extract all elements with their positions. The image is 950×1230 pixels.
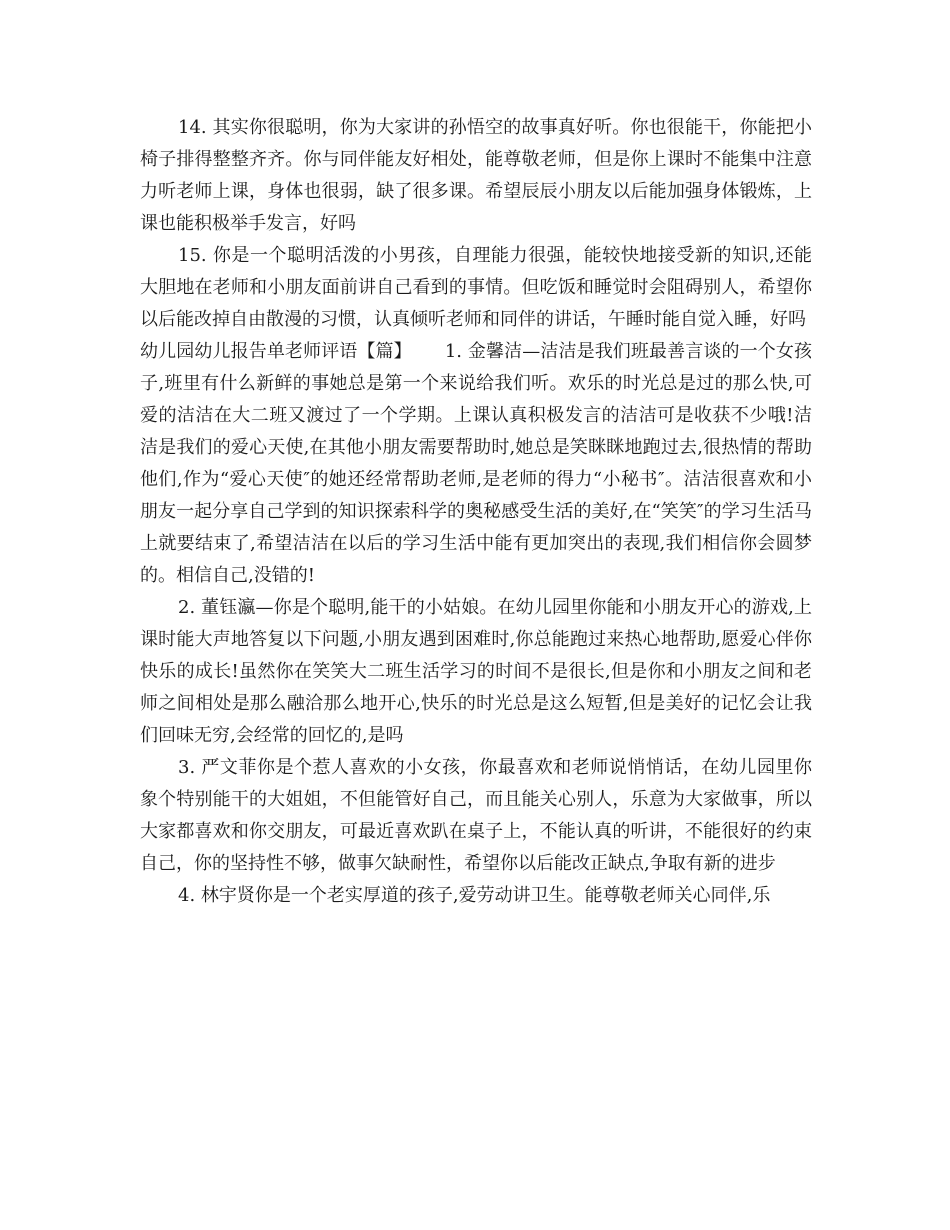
- paragraph-14: 14. 其实你很聪明，你为大家讲的孙悟空的故事真好听。你也很能干，你能把小椅子排得整整齐齐。你与同伴能友好相处，能尊敬老师，但是你上课时不能集中注意力听老师上课，身体也很弱，缺了很多课。希望辰辰小朋友以后能加强身体锻炼，上课也能积极举手发言，好吗: [140, 117, 812, 234]
- paragraph-4: 4. 林宇贤你是一个老实厚道的孩子,爱劳动讲卫生。能尊敬老师关心同伴,乐: [178, 885, 771, 906]
- paragraph-3: 3. 严文菲你是个惹人喜欢的小女孩，你最喜欢和老师说悄悄话，在幼儿园里你象个特别能干的大姐姐，不但能管好自己，而且能关心别人，乐意为大家做事，所以大家都喜欢和你交朋友，可最近喜欢趴在桌子上，不能认真的听讲，不能很好的约束自己，你的坚持性不够，做事欠缺耐性，希望你以后能改正缺点,争取有新的进步: [140, 757, 812, 874]
- paragraph-2: 2. 董钰瀛—你是个聪明,能干的小姑娘。在幼儿园里你能和小朋友开心的游戏,上课时能大声地答复以下问题,小朋友遇到困难时,你总能跑过来热心地帮助,愿爱心伴你快乐的成长!虽然你在笑笑大二班生活学习的时间不是很长,但是你和小朋友之间和老师之间相处是那么融洽那么地开心,快乐的时光总是这么短暂,但是美好的记忆会让我们回味无穷,会经常的回忆的,是吗: [140, 597, 812, 746]
- section-heading-paragraph-1: 幼儿园幼儿报告单老师评语【篇】 1. 金馨洁—洁洁是我们班最善言谈的一个女孩子,班里有什么新鲜的事她总是第一个来说给我们听。欢乐的时光总是过的那么快,可爱的洁洁在大二班又渡过了一个学期。上课认真积极发言的洁洁可是收获不少哦!洁洁是我们的爱心天使,在其他小朋友需要帮助时,她总是笑眯眯地跑过去,很热情的帮助他们,作为“爱心天使″的她还经常帮助老师,是老师的得力“小秘书″。洁洁很喜欢和小朋友一起分享自己学到的知识探索科学的奥秘感受生活的美好,在“笑笑″的学习生活马上就要结束了,希望洁洁在以后的学习生活中能有更加突出的表现,我们相信你会圆梦的。相信自己,没错的!: [140, 341, 812, 586]
- paragraph-15: 15. 你是一个聪明活泼的小男孩，自理能力很强，能较快地接受新的知识,还能大胆地在老师和小朋友面前讲自己看到的事情。但吃饭和睡觉时会阻碍别人，希望你以后能改掉自由散漫的习惯，认真倾听老师和同伴的讲话，午睡时能自觉入睡，好吗: [140, 245, 812, 330]
- document-page: [140, 112, 812, 912]
